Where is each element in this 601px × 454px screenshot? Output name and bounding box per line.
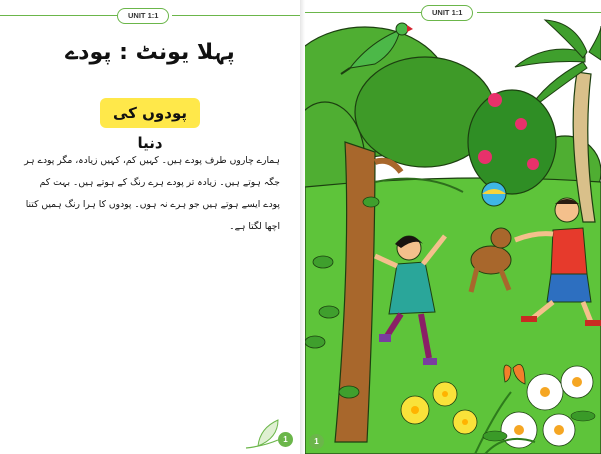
body-paragraph: ہمارے چاروں طرف پودے ہیں۔ کہیں کم، کہیں زیادہ، مگر پودے ہر جگہ ہوتے ہیں۔ زیادہ تر پودے ہرے رنگ کے ہوتے ہیں۔ بہت کم پودے ایسے ہوتے ہیں جو ہرے نہ ہوں۔ پودوں کا ہرا رنگ ہمیں کتنا اچھا لگتا ہے۔	[24, 155, 280, 232]
ball	[482, 182, 506, 206]
unit-header-line-right	[477, 12, 601, 13]
section-heading: پودوں کی دنیا	[100, 98, 200, 128]
unit-header-line-right	[172, 15, 300, 16]
right-page	[305, 0, 601, 454]
flowering-bush	[468, 90, 556, 194]
leaf-decoration-icon	[244, 416, 300, 450]
unit-badge: UNIT 1:1	[117, 8, 169, 24]
park-scene-illustration	[305, 12, 601, 454]
unit-header-line-left	[305, 12, 421, 13]
unit-header-line-left	[0, 15, 117, 16]
page-number: 1	[278, 432, 293, 447]
left-page	[0, 0, 300, 454]
page-number: 1	[309, 434, 324, 449]
page-title: پہلا یونٹ : پودے	[65, 40, 235, 65]
unit-badge: UNIT 1:1	[421, 5, 473, 21]
